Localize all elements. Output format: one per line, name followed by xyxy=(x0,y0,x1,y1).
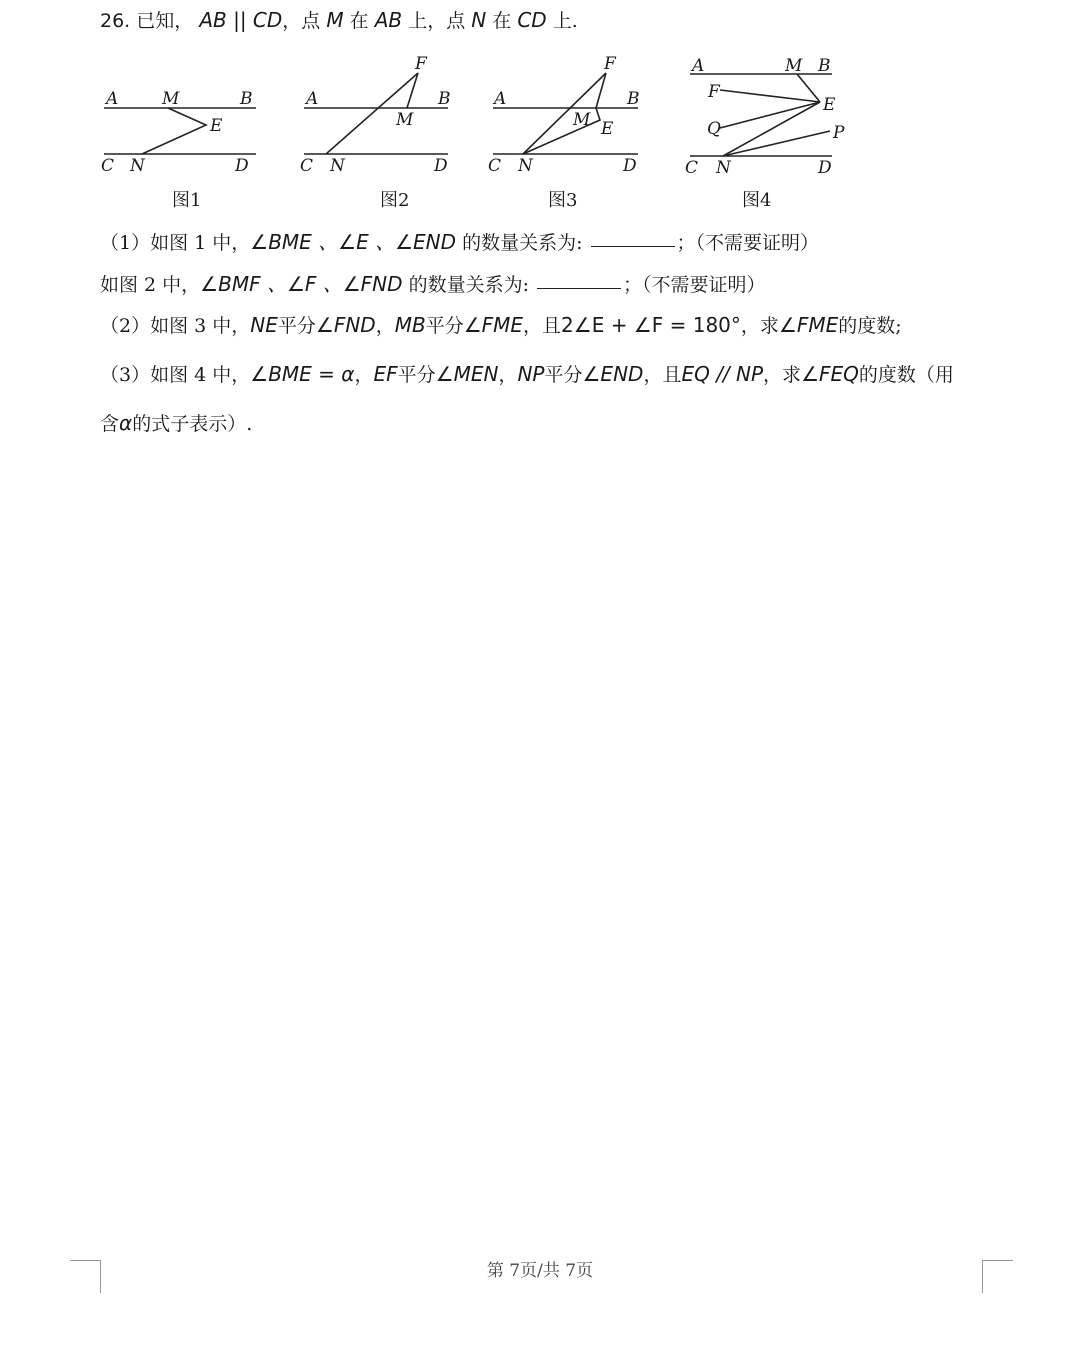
part-1a xyxy=(100,226,819,255)
part-text: ，求 xyxy=(740,315,779,337)
part-math: ∠MEN xyxy=(435,362,499,386)
fig1-label: D xyxy=(235,156,249,176)
fig3-label: M xyxy=(573,110,591,130)
part-math: ∠END xyxy=(582,362,644,386)
fig4-label: C xyxy=(685,158,699,178)
part-math: ∠FEQ xyxy=(801,362,859,386)
fig1-label: E xyxy=(210,116,223,136)
page-number: 第 7页/共 7页 xyxy=(486,1261,594,1281)
part-2 xyxy=(100,311,902,338)
fig1-label: A xyxy=(106,89,119,109)
part-text: （2）如图 3 中， xyxy=(100,315,251,337)
part-math: ∠FME xyxy=(463,313,524,337)
figure-4 xyxy=(0,0,1080,230)
fig4-label: M xyxy=(785,56,803,76)
part-text: 含 xyxy=(100,413,120,435)
fig4-label: F xyxy=(708,82,720,102)
fig4-label: B xyxy=(818,56,831,76)
intro-math-parallel: AB || CD xyxy=(199,8,283,32)
part-text: ，且 xyxy=(523,315,562,337)
intro-text: 上，点 xyxy=(408,10,466,32)
intro-math-n: N xyxy=(471,8,487,32)
fig4-label: Q xyxy=(707,119,721,139)
part-math: EF xyxy=(373,362,398,386)
part-text: ，求 xyxy=(763,364,802,386)
part-text: 平分 xyxy=(397,364,436,386)
intro-text: 在 xyxy=(492,10,512,32)
fig2-label: B xyxy=(438,89,451,109)
part-text: 如图 2 中， xyxy=(100,274,201,296)
intro-math-cd: CD xyxy=(517,8,547,32)
part-text: （3）如图 4 中， xyxy=(100,364,251,386)
part-3-line-2 xyxy=(100,409,252,436)
part-text: ， xyxy=(375,315,395,337)
part-text: 平分 xyxy=(425,315,464,337)
intro-text: 已知， xyxy=(136,10,194,32)
part-math: NE xyxy=(250,313,278,337)
part-math: NP xyxy=(517,362,545,386)
part-text: 的度数（用 xyxy=(858,364,954,386)
fig4-label: D xyxy=(818,158,832,178)
part-text: （1）如图 1 中， xyxy=(100,232,251,254)
fig3-label: D xyxy=(623,156,637,176)
part-text: 平分 xyxy=(277,315,316,337)
part-3 xyxy=(100,360,954,387)
answer-blank[interactable] xyxy=(537,287,621,289)
part-1b xyxy=(100,268,766,297)
part-math: ∠FME xyxy=(778,313,839,337)
fig1-label: N xyxy=(130,156,145,176)
fig4-label: P xyxy=(833,123,845,143)
fig2-label: N xyxy=(330,156,345,176)
fig2-label: M xyxy=(396,110,414,130)
part-text: ， xyxy=(354,364,374,386)
answer-blank[interactable] xyxy=(591,245,675,247)
figure-1-caption: 图1 xyxy=(172,190,202,211)
figure-2-caption: 图2 xyxy=(380,190,410,211)
part-math: ∠BME 、∠E 、∠END xyxy=(250,230,457,254)
intro-text: 在 xyxy=(349,10,369,32)
fig3-label: E xyxy=(601,119,614,139)
figure-4-caption: 图4 xyxy=(742,190,772,211)
fig2-label: C xyxy=(300,156,314,176)
part-math: MB xyxy=(394,313,426,337)
fig2-label: A xyxy=(306,89,319,109)
fig1-label: M xyxy=(162,89,180,109)
fig3-label: F xyxy=(604,54,616,74)
part-text: ，且 xyxy=(643,364,682,386)
intro-text: ，点 xyxy=(282,10,321,32)
question-number: 26. xyxy=(100,10,131,32)
fig4-label: N xyxy=(716,158,731,178)
fig3-label: B xyxy=(627,89,640,109)
part-text: 的数量关系为: xyxy=(462,232,583,254)
fig4-label: E xyxy=(823,95,836,115)
part-math: ∠BMF 、∠F 、∠FND xyxy=(200,272,403,296)
part-text: ；（不需要证明） xyxy=(623,274,766,296)
part-math: ∠BME = α xyxy=(250,362,355,386)
part-text: 平分 xyxy=(544,364,583,386)
part-math: α xyxy=(119,411,133,435)
fig1-label: B xyxy=(240,89,253,109)
part-text: 的数量关系为: xyxy=(408,274,529,296)
fig3-label: A xyxy=(494,89,507,109)
intro-math-ab: AB xyxy=(374,8,403,32)
intro-math-m: M xyxy=(326,8,344,32)
fig2-label: F xyxy=(415,54,427,74)
fig3-label: N xyxy=(518,156,533,176)
part-text: ， xyxy=(498,364,518,386)
fig1-label: C xyxy=(101,156,115,176)
fig3-label: C xyxy=(488,156,502,176)
part-math: EQ // NP xyxy=(681,362,764,386)
figure-3-caption: 图3 xyxy=(548,190,578,211)
intro-text: 上. xyxy=(552,10,578,32)
part-math: ∠FND xyxy=(315,313,376,337)
fig2-label: D xyxy=(434,156,448,176)
part-text: 的度数; xyxy=(838,315,902,337)
fig4-label: A xyxy=(692,56,705,76)
part-math: 2∠E + ∠F = 180° xyxy=(561,313,741,337)
part-text: 的式子表示）. xyxy=(132,413,253,435)
part-text: ；（不需要证明） xyxy=(676,232,820,254)
